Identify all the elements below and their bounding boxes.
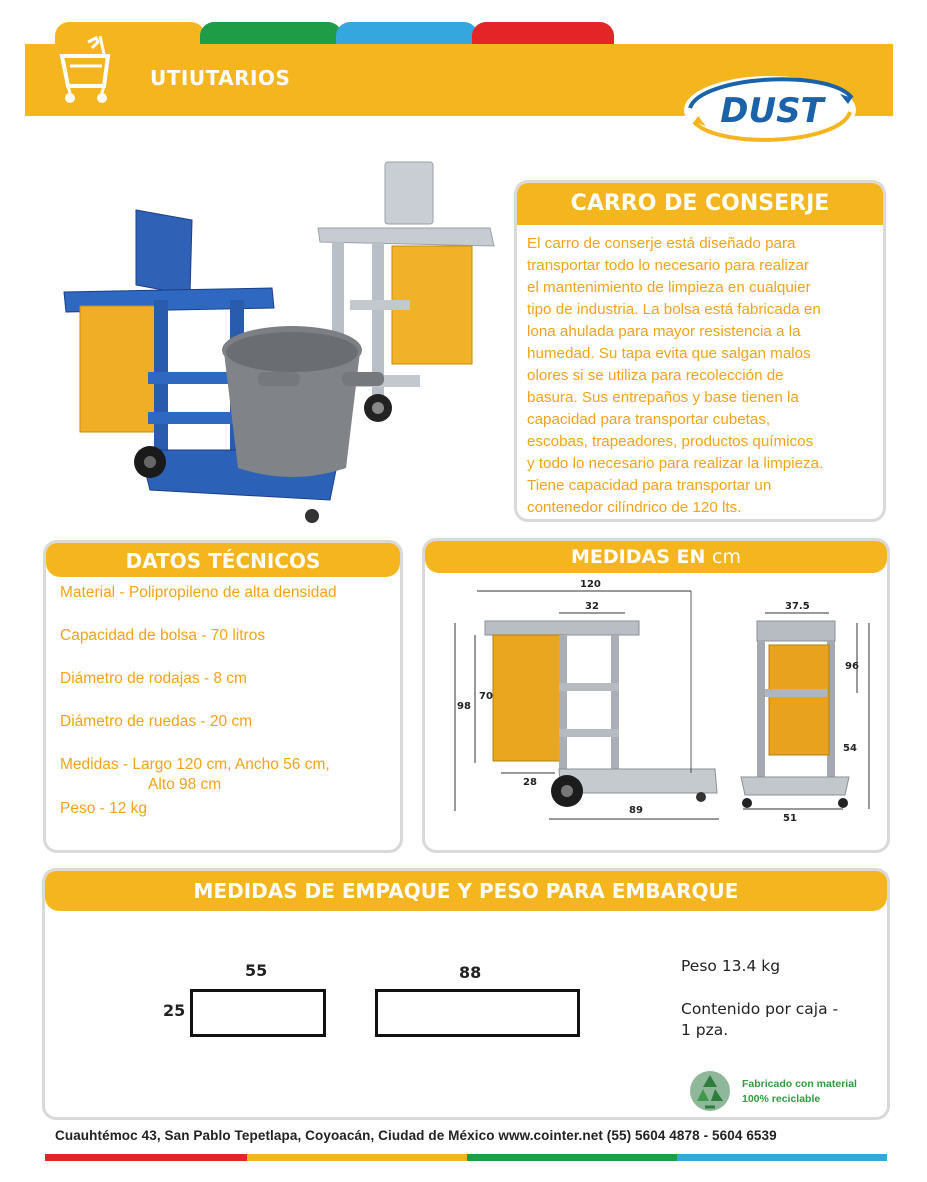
tech-item: Diámetro de rodajas - 8 cm (60, 670, 247, 687)
tech-item: Diámetro de ruedas - 20 cm (60, 713, 253, 730)
description-line: escobas, trapeadores, productos químicos (527, 433, 814, 450)
packaging-card (42, 868, 890, 1120)
box1-height-label: 25 (163, 1001, 186, 1020)
footer-address: Cuauhtémoc 43, San Pablo Tepetlapa, Coyoacán, Ciudad de México www.cointer.net (55) 5604 4878 - 5604 6539 (55, 1128, 777, 1143)
description-text (517, 225, 883, 519)
measurement-diagram (425, 573, 887, 849)
dim-total-height: 98 (457, 701, 471, 712)
recycle-icon (685, 1067, 735, 1115)
box2-width-label: 88 (459, 963, 482, 982)
recycle-line-1: Fabricado con material (742, 1078, 857, 1090)
measurements-title-text: MEDIDAS EN (571, 546, 706, 568)
tech-medidas-line1: Medidas - Largo 120 cm, Ancho 56 cm, (60, 756, 330, 773)
description-line: humedad. Su tapa evita que salgan malos (527, 345, 811, 362)
dim-bag-width: 32 (585, 601, 599, 612)
footer-bar-green (467, 1154, 677, 1161)
description-line: tipo de industria. La bolsa está fabricada en (527, 301, 821, 318)
description-line: Tiene capacidad para transportar un (527, 477, 772, 494)
tech-item-medidas (60, 755, 400, 799)
description-line: y todo lo necesario para realizar la limpieza. (527, 455, 824, 472)
package-box-2 (375, 989, 580, 1037)
dust-logo (680, 68, 862, 150)
description-line: El carro de conserje está diseñado para (527, 235, 796, 252)
tech-title: DATOS TÉCNICOS (46, 543, 400, 577)
dim-bag-height: 70 (479, 691, 493, 702)
dim-length: 120 (580, 579, 601, 590)
footer-bar-yellow (247, 1154, 467, 1161)
description-line: capacidad para transportar cubetas, (527, 411, 771, 428)
tech-medidas-line2: Alto 98 cm (148, 776, 222, 793)
description-title: CARRO DE CONSERJE (517, 183, 883, 225)
dim-front-width: 37.5 (785, 601, 810, 612)
description-card (514, 180, 886, 522)
shipping-weight: Peso 13.4 kg (681, 957, 781, 975)
tech-list (46, 577, 400, 842)
footer-bar-red (45, 1154, 247, 1161)
packaging-title: MEDIDAS DE EMPAQUE Y PESO PARA EMBARQUE (45, 871, 887, 911)
tech-card (43, 540, 403, 853)
measurements-title (425, 541, 887, 573)
tech-item-peso: Peso - 12 kg (60, 800, 148, 817)
recycle-text (742, 1077, 857, 1107)
tech-item: Capacidad de bolsa - 70 litros (60, 627, 266, 644)
description-line: el mantenimiento de limpieza en cualquier (527, 279, 811, 296)
dim-front-base: 51 (783, 813, 797, 824)
recycle-line-2: 100% reciclable (742, 1093, 821, 1105)
dim-bag-bottom: 28 (523, 777, 537, 788)
dim-front-lower: 54 (843, 743, 857, 754)
box1-width-label: 55 (245, 961, 268, 980)
description-line: lona ahulada para mayor resistencia a la (527, 323, 801, 340)
section-title: UTIUTARIOS (150, 66, 291, 90)
dim-front-upper: 96 (845, 661, 859, 672)
package-contents: Contenido por caja - 1 pza. (681, 1000, 839, 1039)
dim-base-length: 89 (629, 805, 643, 816)
package-box-1 (190, 989, 326, 1037)
description-line: basura. Sus entrepaños y base tienen la (527, 389, 799, 406)
product-photo (50, 150, 510, 530)
description-line: olores si se utiliza para recolección de (527, 367, 784, 384)
footer-bar-blue (677, 1154, 887, 1161)
cart-icon (58, 36, 116, 110)
measurements-card (422, 538, 890, 853)
tech-item: Material - Polipropileno de alta densidad (60, 584, 337, 601)
logo-text: DUST (720, 91, 824, 131)
measurements-unit: cm (712, 546, 741, 568)
description-line: contenedor cilíndrico de 120 lts. (527, 499, 742, 516)
description-line: transportar todo lo necesario para realizar (527, 257, 809, 274)
